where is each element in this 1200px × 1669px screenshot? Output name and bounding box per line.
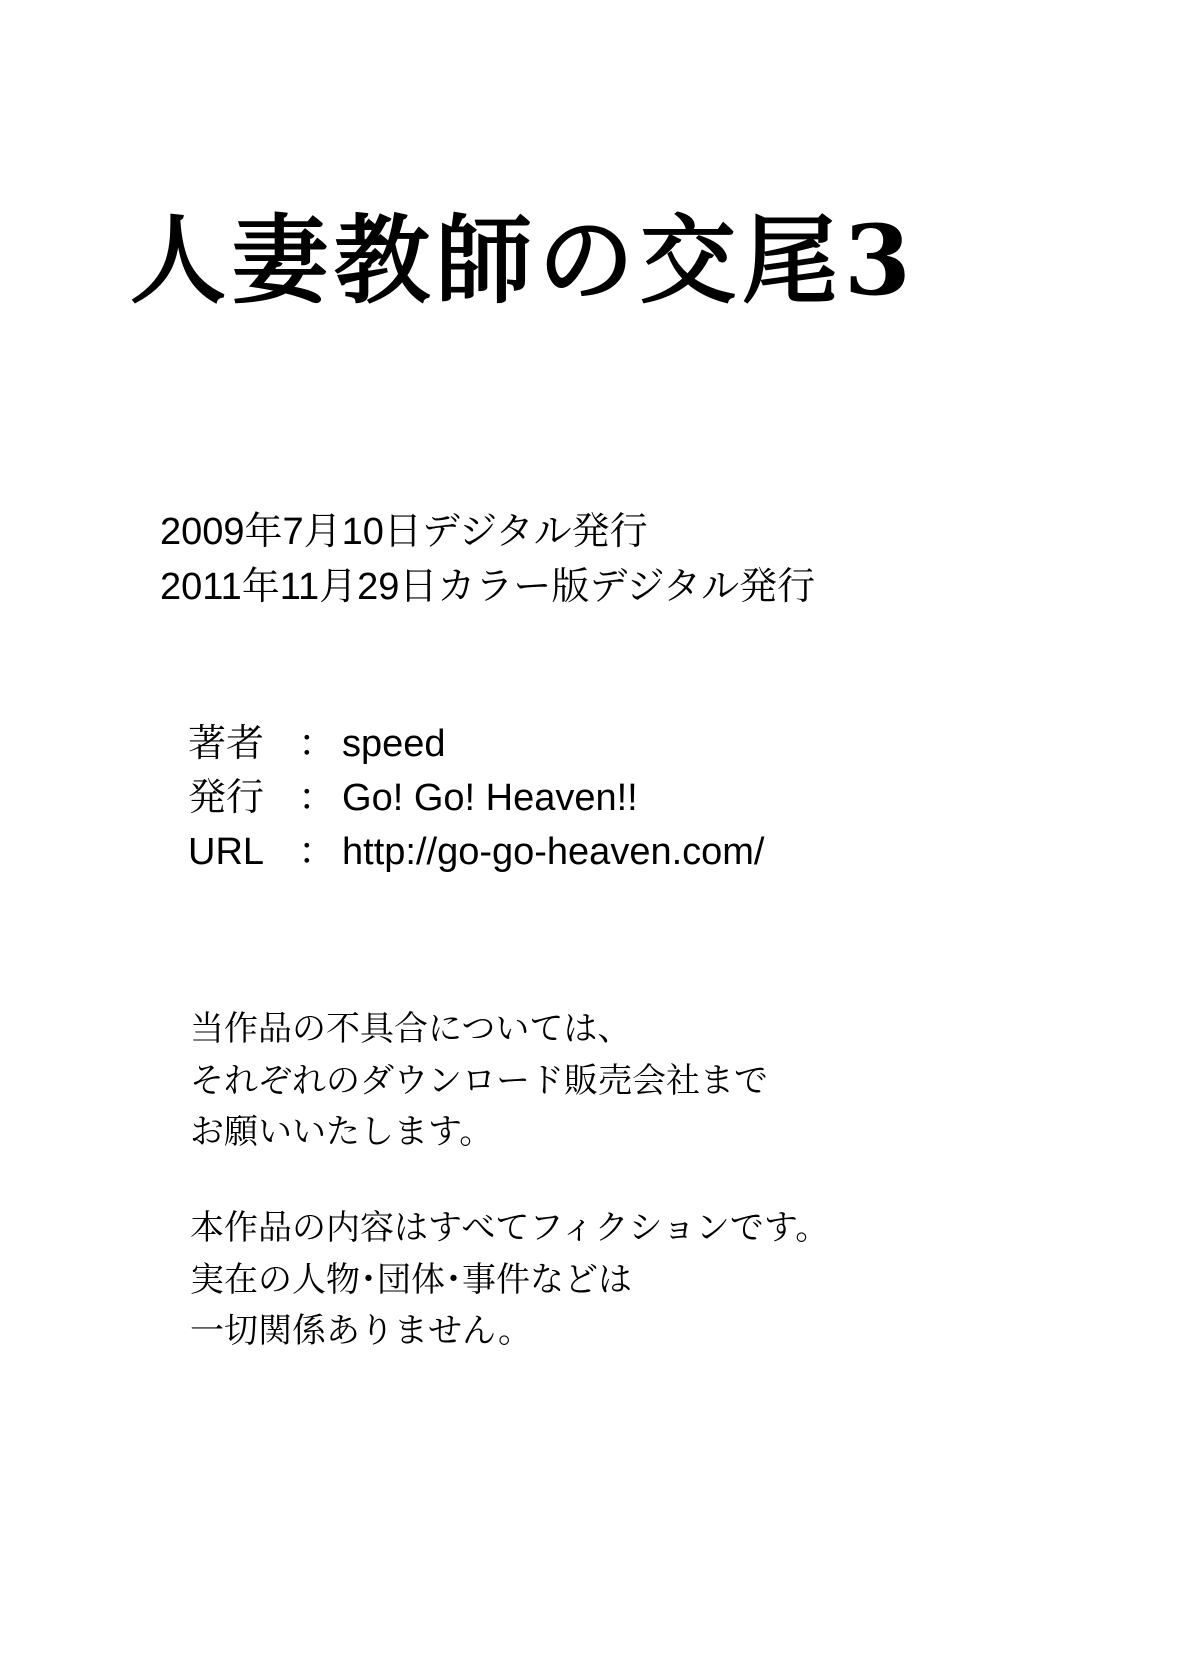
credit-row-publisher	[188, 772, 765, 826]
note-line: 当作品の不具合については、	[190, 1010, 632, 1048]
note-line: 実在の人物･団体･事件などは	[190, 1260, 632, 1299]
credit-label: 著者	[188, 723, 265, 765]
credit-label: 発行	[188, 776, 265, 819]
publication-dates	[160, 505, 815, 615]
note-line: 本作品の内容はすべてフィクションです。	[190, 1209, 830, 1248]
page-title: 人妻教師の交尾3	[130, 204, 917, 317]
note-line: それぞれのダウンロード販売会社まで	[190, 1061, 768, 1100]
note-line: 一切関係ありません。	[190, 1312, 533, 1351]
credit-row-author	[188, 718, 765, 772]
credits-block	[188, 718, 765, 880]
credit-separator: ：	[298, 776, 337, 819]
credit-separator: ：	[298, 830, 337, 873]
publication-date-line: 2009年7月10日デジタル発行	[160, 511, 648, 553]
credit-separator: ：	[298, 723, 337, 765]
credit-label: URL	[188, 830, 265, 873]
publication-date-line: 2011年11月29日カラー版デジタル発行	[160, 566, 816, 609]
notes-block	[190, 960, 829, 1358]
credit-value: speed	[342, 723, 446, 765]
website-url[interactable]: http://go-go-heaven.com/	[342, 830, 765, 873]
note-line: お願いいたします。	[190, 1113, 494, 1152]
credit-row-url	[188, 826, 765, 880]
credit-value: Go! Go! Heaven!!	[342, 776, 638, 819]
